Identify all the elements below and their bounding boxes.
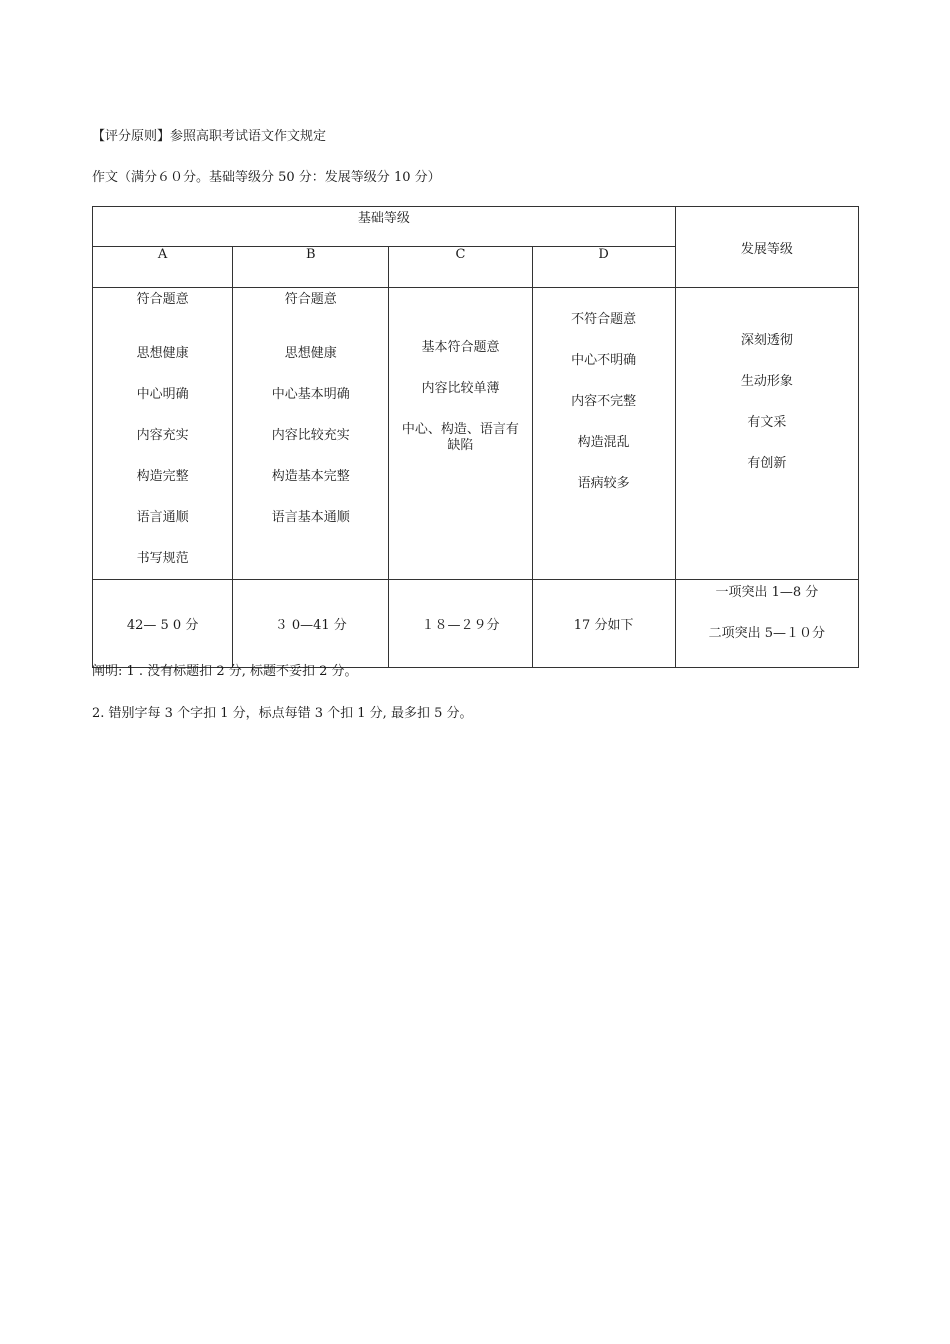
criteria-item: 有文采 (747, 415, 787, 430)
criteria-item: 语言通顺 (136, 510, 189, 525)
criteria-b (233, 288, 389, 580)
criteria-item: 内容充实 (136, 428, 189, 443)
criteria-item: 符合题意 (136, 292, 189, 307)
note-2: 2. 错别字每 3 个字扣 1 分，标点每错 3 个扣 1 分, 最多扣 5 分。 (92, 706, 473, 721)
score-b: ３ 0—41 分 (233, 580, 389, 668)
criteria-item: 构造完整 (136, 469, 189, 484)
criteria-item: 中心不明确 (571, 353, 637, 368)
score-item: 二项突出 5—１０分 (708, 626, 826, 641)
criteria-a (93, 288, 233, 580)
score-c: １８—２９分 (389, 580, 532, 668)
grade-letter-c: C (389, 247, 532, 288)
criteria-c (389, 288, 532, 580)
criteria-item: 中心、构造、语言有缺陷 (401, 422, 519, 453)
criteria-item: 中心明确 (136, 387, 189, 402)
criteria-item: 符合题意 (284, 292, 337, 307)
criteria-item: 语言基本通顺 (271, 510, 350, 525)
criteria-item: 内容比较单薄 (421, 381, 500, 396)
criteria-d (532, 288, 675, 580)
note-1: 阐明: 1 . 没有标题扣 2 分, 标题不妥扣 2 分。 (92, 664, 358, 679)
base-level-header: 基础等级 (93, 207, 676, 247)
criteria-item: 语病较多 (577, 476, 630, 491)
criteria-row (93, 288, 859, 580)
score-item: 一项突出 1—8 分 (715, 585, 819, 600)
criteria-item: 内容比较充实 (271, 428, 350, 443)
criteria-item: 构造基本完整 (271, 469, 350, 484)
criteria-item: 思想健康 (284, 346, 337, 361)
score-d: 17 分如下 (532, 580, 675, 668)
score-development (675, 580, 858, 668)
criteria-development (675, 288, 858, 580)
criteria-item: 深刻透彻 (740, 333, 793, 348)
criteria-item: 思想健康 (136, 346, 189, 361)
grade-letter-a: A (93, 247, 233, 288)
table-header-row (93, 207, 859, 247)
grading-table (92, 206, 859, 668)
score-a: 42— 5 0 分 (93, 580, 233, 668)
criteria-item: 书写规范 (136, 551, 189, 566)
grade-letter-d: D (532, 247, 675, 288)
criteria-item: 基本符合题意 (421, 340, 500, 355)
scoring-principle: 【评分原则】参照高职考试语文作文规定 (92, 129, 327, 144)
criteria-item: 有创新 (747, 456, 787, 471)
criteria-item: 不符合题意 (571, 312, 637, 327)
criteria-item: 内容不完整 (571, 394, 637, 409)
score-row (93, 580, 859, 668)
criteria-item: 生动形象 (740, 374, 793, 389)
grade-letter-b: B (233, 247, 389, 288)
criteria-item: 中心基本明确 (271, 387, 350, 402)
criteria-item: 构造混乱 (577, 435, 630, 450)
composition-score-summary: 作文（满分６０分。基础等级分 50 分：发展等级分 10 分） (92, 170, 441, 185)
development-level-header: 发展等级 (675, 207, 858, 288)
